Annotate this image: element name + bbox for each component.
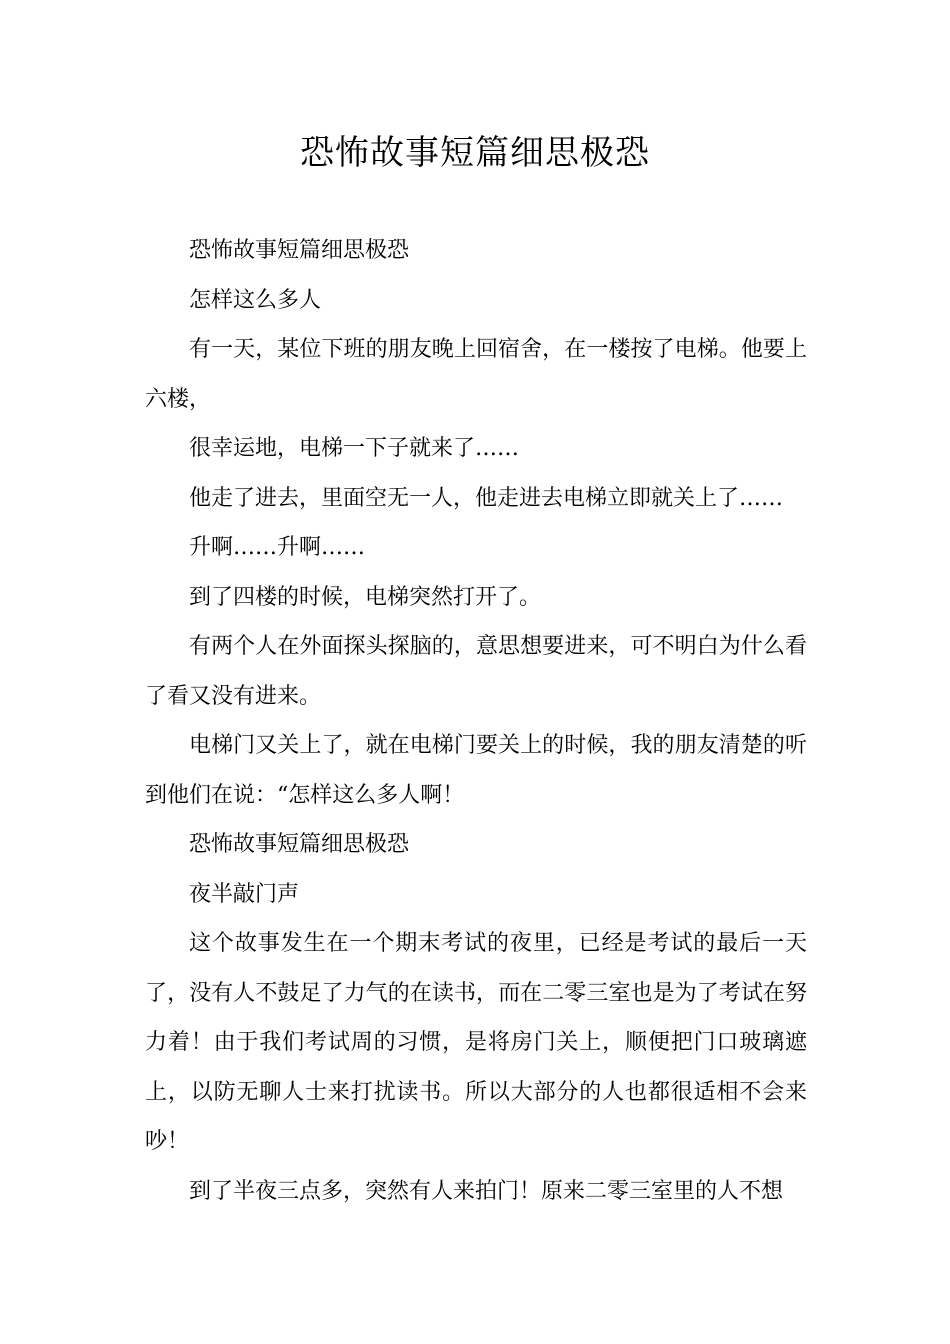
paragraph: 到了四楼的时候，电梯突然打开了。 [189, 584, 542, 610]
paragraph: 恐怖故事短篇细思极恐 [189, 832, 410, 857]
paragraph: 恐怖故事短篇细思极恐 [189, 238, 410, 263]
document-body [145, 226, 807, 1216]
paragraph: 电梯门又关上了，就在电梯门要关上的时候，我的朋友清楚的听到他们在说：“怎样这么多人啊！ [145, 733, 807, 808]
paragraph: 到了半夜三点多，突然有人来拍门！原来二零三室里的人不想 [189, 1178, 784, 1204]
paragraph: 有两个人在外面探头探脑的，意思想要进来，可不明白为什么看了看又没有进来。 [145, 634, 807, 709]
document-title: 恐怖故事短篇细思极恐 [300, 133, 650, 173]
paragraph: 很幸运地，电梯一下子就来了…… [189, 436, 520, 461]
paragraph: 怎样这么多人 [189, 287, 322, 313]
paragraph: 有一天，某位下班的朋友晚上回宿舍，在一楼按了电梯。他要上六楼， [145, 337, 807, 412]
paragraph: 他走了进去，里面空无一人，他走进去电梯立即就关上了…… [189, 485, 784, 511]
paragraph: 升啊……升啊…… [189, 535, 366, 560]
paragraph: 这个故事发生在一个期末考试的夜里，已经是考试的最后一天了，没有人不鼓足了力气的在读书，而在二零三室也是为了考试在努力着！由于我们考试周的习惯，是将房门关上，顺便把门口玻璃遮上，以防无聊人士来打扰读书。所以大部分的人也都很适相不会来吵！ [145, 931, 807, 1154]
paragraph: 夜半敲门声 [189, 881, 300, 907]
